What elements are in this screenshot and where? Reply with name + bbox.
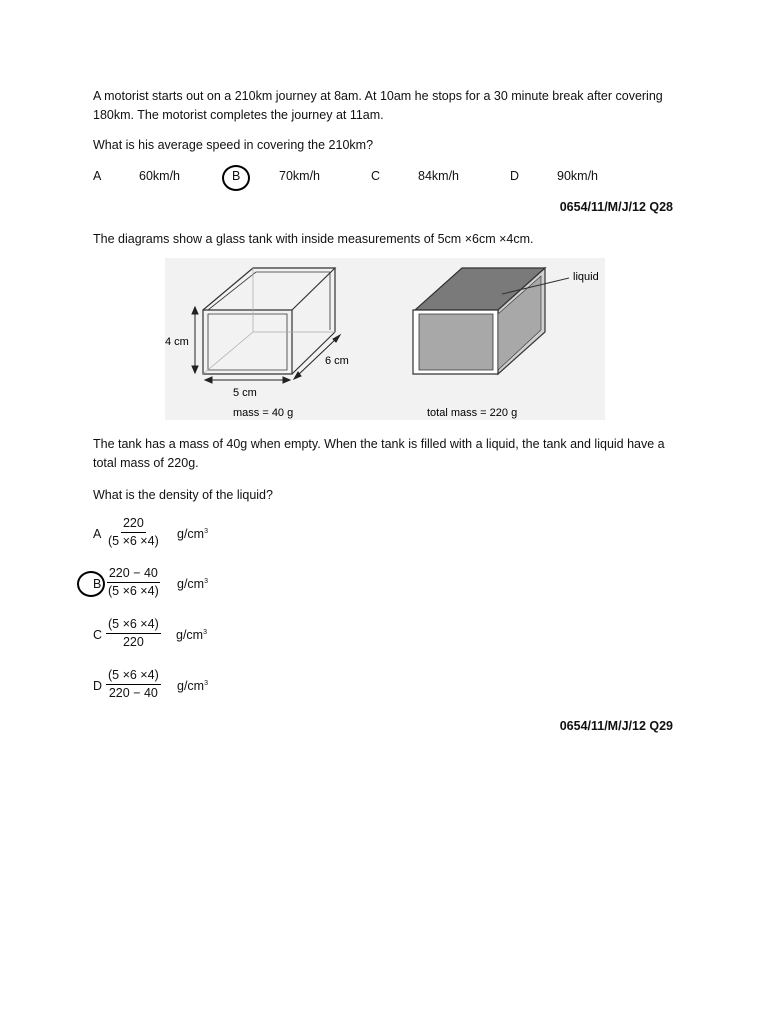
q29-option-b-fraction: [106, 566, 161, 599]
q29-option-c-fraction: [106, 617, 161, 650]
q29-option-b-numerator: 220 − 40: [107, 566, 160, 583]
dimension-arrows: [192, 307, 340, 383]
q28-option-d-value: 90km/h: [557, 169, 598, 183]
q29-answer-circle: [77, 571, 105, 597]
left-caption: mass = 40 g: [233, 407, 294, 419]
q29-option-b-unit: $g/cm^3$: [177, 577, 208, 591]
q29-option-b-denominator: (5 ×6 ×4): [108, 584, 159, 598]
q29-option-a-denominator: (5 ×6 ×4): [108, 534, 159, 548]
q29-option-a-fraction: [106, 516, 161, 549]
q29-option-a-letter: A: [93, 527, 102, 541]
depth-label: 6 cm: [325, 355, 349, 367]
q29-option-b-letter: B: [93, 577, 102, 591]
q29-option-c-letter: C: [93, 628, 103, 642]
q29-reference: 0654/11/M/J/12 Q29: [559, 719, 673, 733]
tank-figure: [165, 258, 605, 420]
height-label: 4 cm: [165, 336, 189, 348]
q29-option-d-denominator: 220 − 40: [108, 686, 158, 700]
q29-option-a-unit: $g/cm^3$: [177, 527, 208, 541]
q29-intro: The diagrams show a glass tank with inside measurements of 5cm ×6cm ×4cm.: [93, 232, 534, 246]
q28-option-b-letter: B: [232, 169, 241, 183]
q29-option-c-numerator: (5 ×6 ×4): [106, 617, 161, 634]
right-caption: total mass = 220 g: [427, 407, 518, 419]
q28-option-b-value: 70km/h: [279, 169, 320, 183]
q29-option-d-letter: D: [93, 679, 103, 693]
liquid-label: liquid: [573, 271, 599, 283]
q29-text: The tank has a mass of 40g when empty. When the tank is filled with a liquid, the tank and liquid have a total mass of 220g.: [93, 437, 665, 470]
q28-options: [93, 168, 653, 188]
width-label: 5 cm: [233, 387, 257, 399]
filled-tank: [413, 268, 569, 374]
q29-option-a-numerator: 220: [121, 516, 146, 533]
q28-option-a-value: 60km/h: [139, 169, 180, 183]
q28-option-d-letter: D: [510, 169, 520, 183]
q28-answer-circle: [222, 165, 250, 191]
tank-diagram: [165, 258, 605, 420]
q29-option-d-fraction: [106, 668, 161, 701]
q29-option-d-numerator: (5 ×6 ×4): [106, 668, 161, 685]
q28-option-c-letter: C: [371, 169, 381, 183]
q29-question: What is the density of the liquid?: [93, 488, 273, 502]
q29-option-d-unit: $g/cm^3$: [177, 679, 208, 693]
q28-option-a-letter: A: [93, 169, 102, 183]
q29-option-c-unit: $g/cm^3$: [176, 628, 207, 642]
q28-text: A motorist starts out on a 210km journey at 8am. At 10am he stops for a 30 minute break after covering 180km. The motorist completes the journey at 11am.: [93, 89, 663, 122]
q29-option-c-denominator: 220: [122, 635, 144, 649]
q28-reference: 0654/11/M/J/12 Q28: [559, 200, 673, 214]
q28-question: What is his average speed in covering the 210km?: [93, 138, 374, 152]
q28-option-c-value: 84km/h: [418, 169, 459, 183]
